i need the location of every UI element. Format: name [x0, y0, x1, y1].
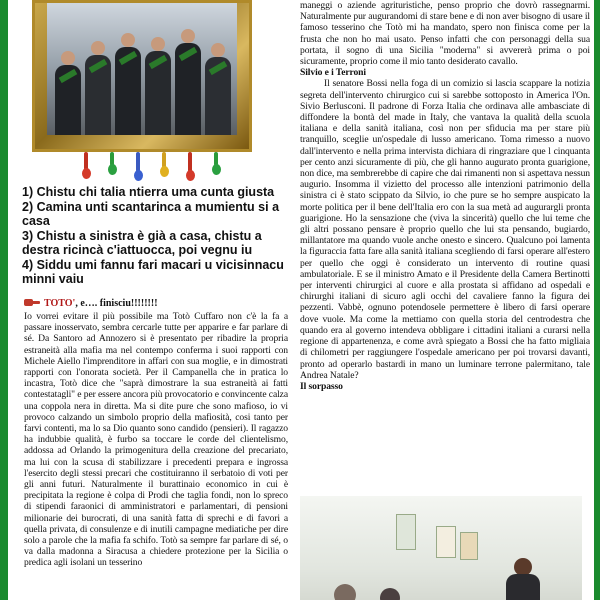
person-figure [506, 574, 540, 600]
framed-group-photo [32, 0, 252, 152]
wall-poster [460, 532, 478, 560]
wall-poster [396, 514, 416, 550]
person-figure [85, 55, 111, 135]
numbered-rules-list [22, 185, 286, 287]
person-figure [115, 47, 141, 135]
article-continuation: maneggi o aziende agrituristiche, penso proprio che dovrò rassegnarmi. Naturalmente pur augurandomi di stare bene e di non aver bisogno di usare il famoso tesserino che Totò mi ha mandato, spero non finisca come per la frusta che non ho mai usato. Penso infatti che con personaggi della sua portata, il sogno di una Sicilia "moderna" si avvererà prima o poi sicuramente, proprio come il mio tanto desiderato cavallo. [300, 0, 590, 68]
rule-item: 1) Chistu chi talia ntierra uma cunta giusta [22, 185, 275, 199]
photo-scene [47, 3, 237, 135]
article-body-left: Io vorrei evitare il più possibile ma Totò Cuffaro non c'è la fa a passare inosservato, sembra cercarle tutte per apparire e far parlare di sé. Da Santoro ad Annozero si è presentato per ribadire la propria estraneità alla mafia ma nel contempo conferma i suoi rapporti con Michele Aiello l'imprenditore in affari con sua moglie, e in dimostrati rapporti con l'onorata società. Per il Campanella che in pratica lo incastra, Totò dice che "saprà dimostrare la sua estraneità ai fatti contestatagli" e per essere ancora più provocatorio e convincente calza una coppola nera in diretta. Ma si dite pure che sono mafioso, io vi provoco calzando un simbolo proprio della mafiosità, cosi tanto per farvi contenti, ma lo sa Dio quanto sono candido (pensieri). Il ragazzo ha indubbie qualità, è furbo sa toccare le corde del clientelismo, addossa ad Orlando la primogenitura della creazione del precariato, ma lui con la scusa di stabilizzare i precedenti prepara e ingrossa l'esercito degli stessi precari che costituiranno il serbatoio di voti per gli anni futuri. Naturalmente il burattinaio economico in cui è precipitata la regione è colpa di Prodi che taglia fondi, non lo spreco di stipendi faraonici di amministratori e parlamentari, di pensioni milionarie dei burocrati, di una sanità fatta di sprechi e di favori a quella privata, di consulenze e di inutili campagne mediatiche per dire solo a parole che la mafia fa schifo. Totò sa sempre far parlare di sé, o va dalla madonna a Siracusa a chiedere protezione per la Sicilia o predica agli isolani un tesserino [24, 311, 288, 569]
article-title-name: TOTO' [44, 298, 76, 309]
right-green-border [594, 0, 600, 600]
person-figure [145, 51, 171, 135]
person-figure [334, 584, 356, 600]
rule-item: 4) Siddu umi fannu fari macari u vicisinnacu minni vaiu [22, 257, 284, 286]
section-text: Il senatore Bossi nella foga di un comizio si lascia scappare la notizia segreta dell'intervento chirurgico cui si sarebbe sottoposto in America l'On. Sivio Berlusconi. Il padrone di Forza Italia che ordinava alle ambasciate di diffondere la bontà del made in Italy, che vantava la qualità della scuola italiana e della sanità italiana, così non per sfiducia ma per stare più tranquillo, sceglie un'ospedale di lusso americano. Toma rimesso a nuovo dall'intervento e nella prima intervista dichiara di ringraziare que l cinquanta per cento anzi sicuramente di più, che gli hanno augurato pronta guarigione, non dice, ma sembrerebbe di capire che dai rimanenti non si aspettava nessun augurio. Insomma il vizietto del processo alle intenzioni patrimonio della sinistra ci è stato scippato da Silvio, io che pure se ho sempre auspicato la morte politica per il bene dell'Italia ero con la sua metà ad augurargli pronta guarigione. Ho la sensazione che (viva la sincerità) quello che lui teme che gli altri possano pensare è proprio quello che lui sta pensando, bugiardo, millantatore ma quando vuole anche onesto e sincero. Qualcuno poi lamenta la figuraccia fatta fare alla sanità italiana scegliendo di farsi operare all'estero per quello che oggi è considerato un intervento di routine quasi ambulatoriale. E se il ministro Amato e il Presidente della Camera Bertinotti per interventi chirurgici al cuore e alla prostata si affidano ad ospedali e chirurghi italiani di sicuro agli occhi del cavaliere fanno la figura dei pezzenti. Vabbè, ognuno potendosele permettere è libero di farsi operare dove vuole. Ma come la mettiamo con quella storia del centrodestra che quando era al governo intendeva obbligare i cittadini italiani a curarsi nella regione di appartenenza, e come avrà spiegato a Bossi che ha fatto migliaia di chilometri per raggiungere l'ospedale americano per poi trovarsi davanti, pronto ad operarlo bastardi in mano un luminare terrone palermitano, tale Andrea Natale? [300, 78, 590, 381]
article-body-right [300, 0, 590, 392]
person-figure [55, 65, 81, 135]
rule-item: 2) Camina unti scantarinca a mumientu si a casa [22, 199, 280, 228]
left-green-border [0, 0, 8, 600]
section-title: Il sorpasso [300, 380, 343, 392]
wall-poster [436, 526, 456, 558]
article-title-subtitle: , e…. finisciu!!!!!!!! [75, 298, 158, 309]
left-column [12, 0, 288, 600]
section-title: Silvio e i Terroni [300, 67, 366, 79]
pointing-hand-icon [24, 298, 40, 307]
person-figure [205, 57, 231, 135]
meeting-photo [300, 496, 582, 600]
article-heading [24, 298, 288, 310]
person-figure [175, 43, 201, 135]
rule-item: 3) Chistu a sinistra è già a casa, chistu a destra ricincà c'iattuocca, poi vegnu iu [22, 228, 262, 257]
